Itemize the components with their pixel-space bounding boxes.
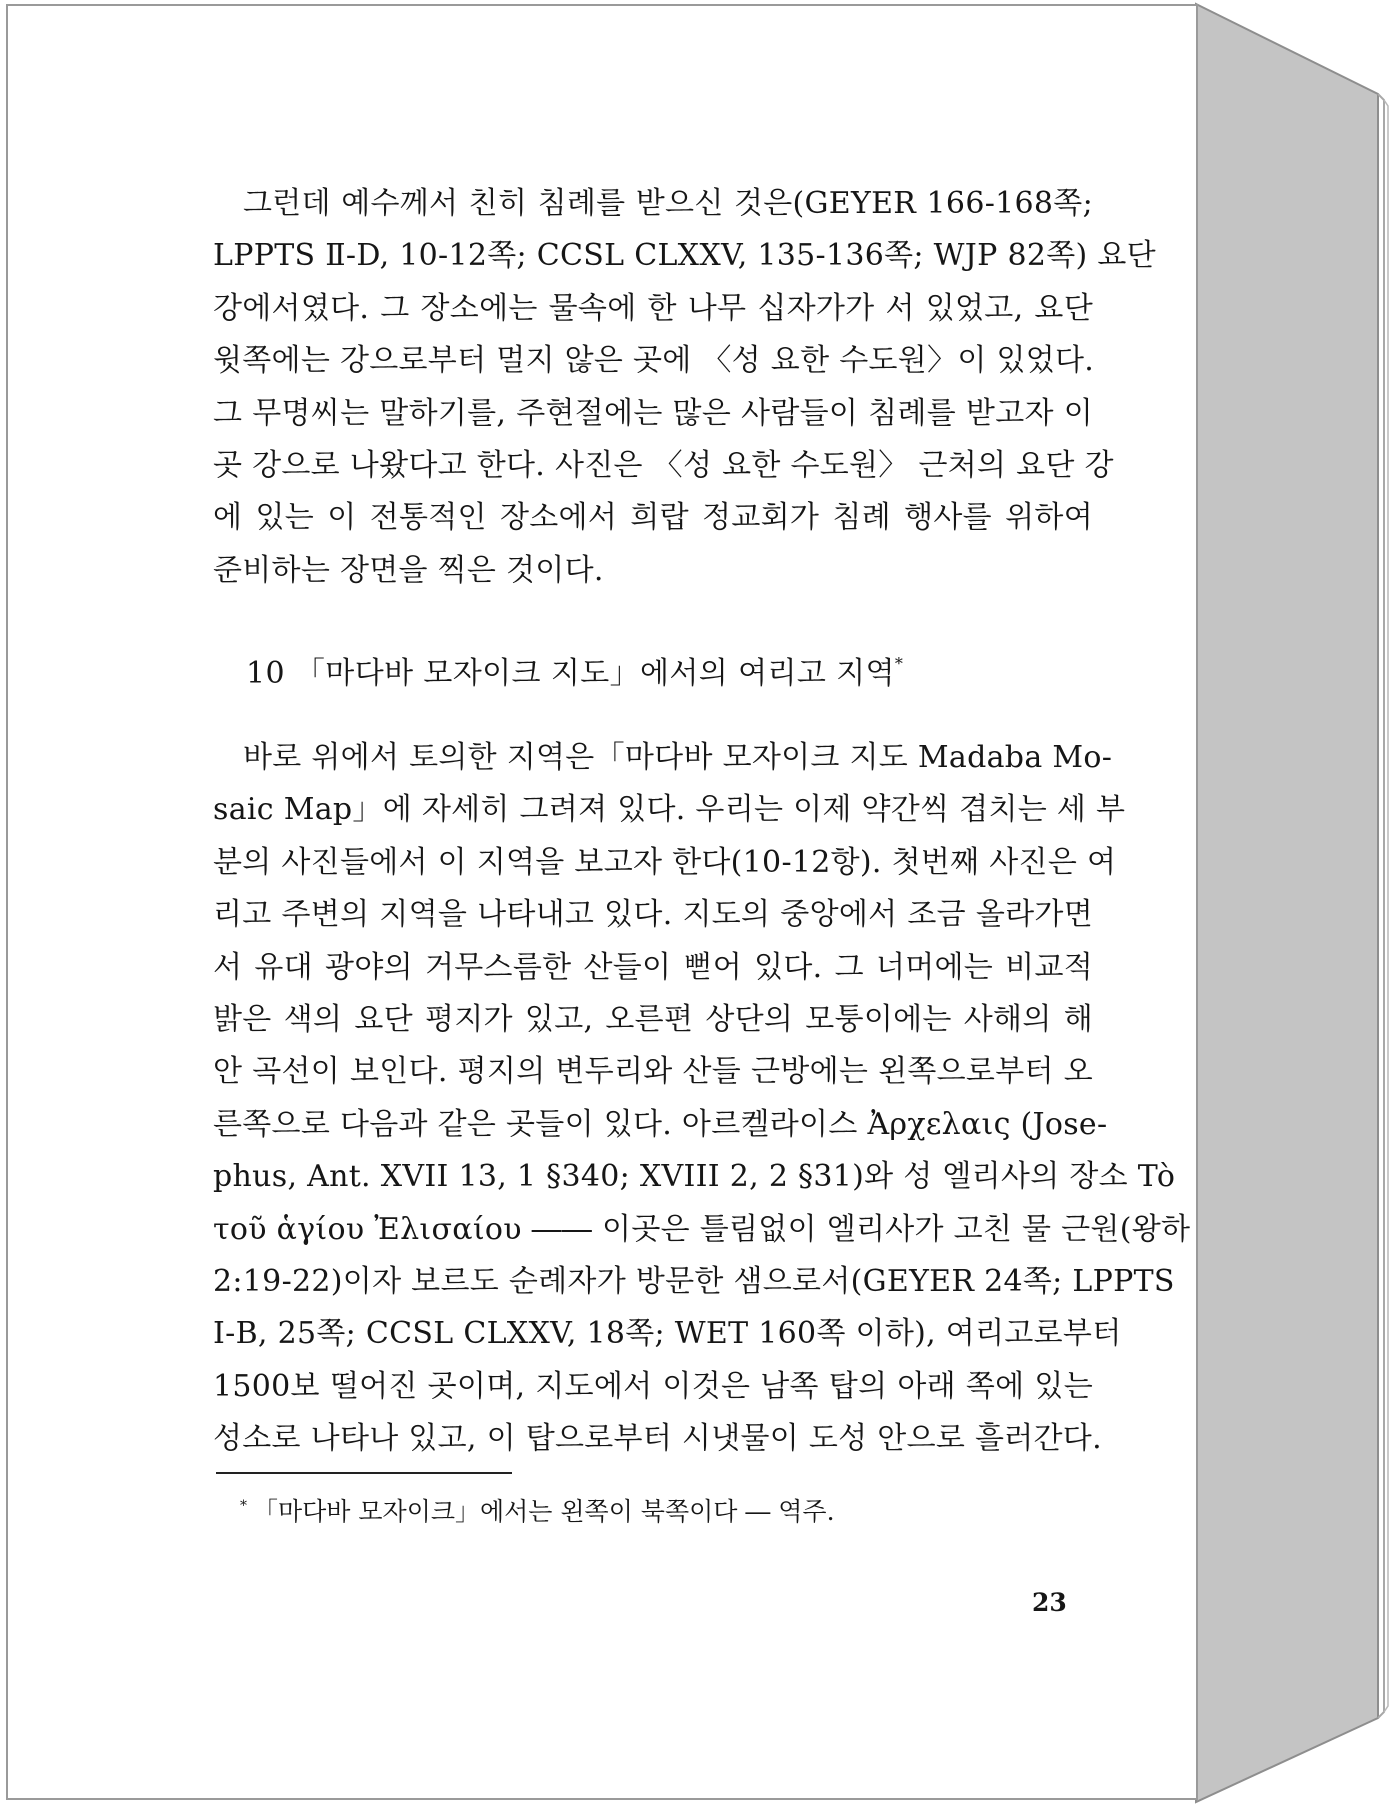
footnote [240, 1492, 835, 1528]
paragraph-line: 바로 위에서 토의한 지역은「마다바 모자이크 지도 Madaba Mo- [243, 740, 1113, 775]
page-number: 23 [1032, 1588, 1067, 1617]
paragraph-line: τοῦ ἁγίου Ἐλισαίου ―― 이곳은 틀림없이 엘리사가 고친 물 근원(왕하 [213, 1211, 1191, 1247]
section-heading-text: 10 「마다바 모자이크 지도」에서의 여리고 지역 [246, 656, 895, 691]
paragraph-line: 윗쪽에는 강으로부터 멀지 않은 곳에 〈성 요한 수도원〉이 있었다. [213, 343, 1095, 379]
paragraph-line: 1500보 떨어진 곳이며, 지도에서 이것은 남쪽 탑의 아래 쪽에 있는 [213, 1368, 1093, 1404]
paragraph-line: 그런데 예수께서 친히 침례를 받으신 것은(GEYER 166-168쪽; [243, 186, 1093, 221]
footnote-text: 「마다바 모자이크」에서는 왼쪽이 북쪽이다 ― 역주. [253, 1497, 835, 1526]
paragraph-line: 그 무명씨는 말하기를, 주현절에는 많은 사람들이 침례를 받고자 이 [213, 395, 1093, 431]
paragraph-line: I-B, 25쪽; CCSL CLXXV, 18쪽; WET 160쪽 이하), 여리고로부터 [213, 1316, 1122, 1352]
paragraph-line: 2:19-22)이자 보르도 순례자가 방문한 샘으로서(GEYER 24쪽; LPPTS [213, 1264, 1175, 1300]
section-heading [246, 648, 903, 692]
paragraph-line: phus, Ant. XVII 13, 1 §340; XVIII 2, 2 §31)와 성 엘리사의 장소 Tò [213, 1159, 1176, 1195]
paragraph-line: 분의 사진들에서 이 지역을 보고자 한다(10-12항). 첫번째 사진은 여 [213, 844, 1117, 880]
paragraph-line: 성소로 나타나 있고, 이 탑으로부터 시냇물이 도성 안으로 흘러간다. [213, 1421, 1102, 1457]
body-paragraph-1 [213, 178, 1156, 597]
footnote-divider [216, 1472, 512, 1474]
paragraph-line: 밝은 색의 요단 평지가 있고, 오른편 상단의 모퉁이에는 사해의 해 [213, 1002, 1093, 1038]
footnote-marker: * [894, 654, 904, 673]
paragraph-line: 서 유대 광야의 거무스름한 산들이 뻗어 있다. 그 너머에는 비교적 [213, 949, 1093, 985]
paragraph-line: LPPTS Ⅱ-D, 10-12쪽; CCSL CLXXV, 135-136쪽; WJP 82쪽) 요단 [213, 238, 1156, 274]
paragraph-line: 른쪽으로 다음과 같은 곳들이 있다. 아르켈라이스 Ἀρχελαις (Jose- [213, 1106, 1108, 1142]
body-paragraph-2 [213, 732, 1191, 1466]
document-page [6, 4, 1198, 1800]
paragraph-line: saic Map」에 자세히 그려져 있다. 우리는 이제 약간씩 겹치는 세 부 [213, 792, 1126, 828]
paragraph-line: 준비하는 장면을 찍은 것이다. [213, 552, 604, 588]
paragraph-line: 에 있는 이 전통적인 장소에서 희랍 정교회가 침례 행사를 위하여 [213, 500, 1093, 536]
paragraph-line: 리고 주변의 지역을 나타내고 있다. 지도의 중앙에서 조금 올라가면 [213, 897, 1093, 933]
paragraph-line: 강에서였다. 그 장소에는 물속에 한 나무 십자가가 서 있었고, 요단 [213, 290, 1093, 326]
footnote-marker: * [240, 1498, 247, 1514]
paragraph-line: 곳 강으로 나왔다고 한다. 사진은 〈성 요한 수도원〉 근처의 요단 강 [213, 448, 1114, 484]
paragraph-line: 안 곡선이 보인다. 평지의 변두리와 산들 근방에는 왼쪽으로부터 오 [213, 1054, 1093, 1090]
